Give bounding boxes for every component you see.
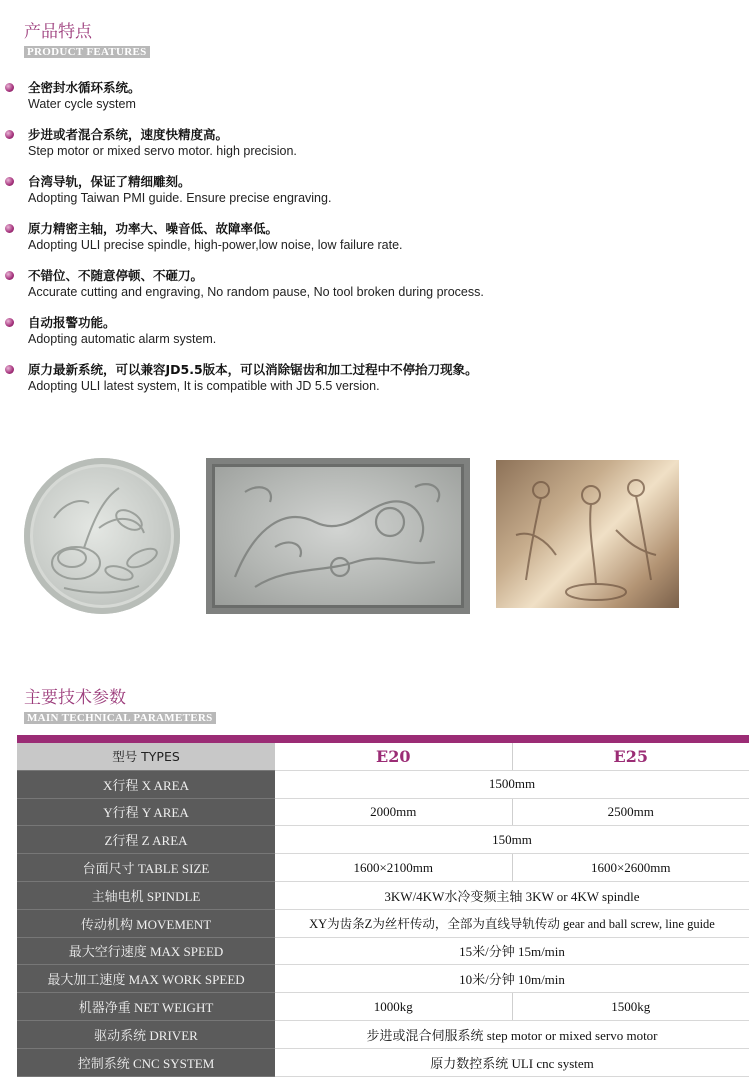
parameters-title-en: MAIN TECHNICAL PARAMETERS [24,712,216,724]
dragon-relief-drawing [215,467,461,605]
dragon-relief-image [206,458,470,614]
table-size-label: 台面尺寸 TABLE SIZE [17,854,275,882]
x-area-label: X行程 X AREA [17,770,275,798]
net-weight-e20: 1000kg [275,993,512,1021]
parameters-heading [24,688,216,726]
table-row [17,1048,749,1076]
feature-en: Adopting automatic alarm system. [28,332,217,346]
features-title-en: PRODUCT FEATURES [24,46,150,58]
lotus-relief-drawing [24,458,180,614]
table-row [17,881,749,909]
y-area-e20: 2000mm [275,798,512,826]
bullet-icon [5,318,14,327]
bullet-icon [5,130,14,139]
table-top-bar [17,735,749,743]
x-area-value: 1500mm [275,770,749,798]
feature-en: Adopting ULI precise spindle, high-power,low noise, low failure rate. [28,238,403,252]
table-row [17,965,749,993]
movement-label: 传动机构 MOVEMENT [17,909,275,937]
z-area-label: Z行程 Z AREA [17,826,275,854]
table-row [17,770,749,798]
feature-cn: 不错位、不随意停顿、不砸刀。 [28,268,204,283]
max-work-speed-label: 最大加工速度 MAX WORK SPEED [17,965,275,993]
table-row [17,798,749,826]
table-row [17,743,749,770]
figures-relief-drawing [496,460,679,608]
max-work-speed-value: 10米/分钟 10m/min [275,965,749,993]
y-area-label: Y行程 Y AREA [17,798,275,826]
feature-cn: 自动报警功能。 [28,315,116,330]
table-row [17,826,749,854]
feature-en: Step motor or mixed servo motor. high precision. [28,144,297,158]
parameters-table [17,735,749,1077]
cnc-system-value: 原力数控系统 ULI cnc system [275,1048,749,1076]
max-speed-label: 最大空行速度 MAX SPEED [17,937,275,965]
bullet-icon [5,365,14,374]
driver-label: 驱动系统 DRIVER [17,1020,275,1048]
bullet-icon [5,271,14,280]
types-label: 型号 TYPES [17,743,275,770]
driver-value: 步进或混合伺服系统 step motor or mixed servo motor [275,1020,749,1048]
dragon-relief-panel [212,464,464,608]
table-row [17,993,749,1021]
table-row [17,854,749,882]
spindle-value: 3KW/4KW水冷变频主轴 3KW or 4KW spindle [275,881,749,909]
bullet-icon [5,177,14,186]
feature-cn: 原力最新系统，可以兼容JD5.5版本，可以消除锯齿和加工过程中不停抬刀现象。 [28,362,478,377]
table-row [17,909,749,937]
figures-relief-image [496,460,679,608]
table-size-e20: 1600×2100mm [275,854,512,882]
feature-cn: 步进或者混合系统，速度快精度高。 [28,127,229,142]
feature-en: Adopting ULI latest system, It is compatible with JD 5.5 version. [28,379,380,393]
spec-table [17,743,749,1077]
cnc-system-label: 控制系统 CNC SYSTEM [17,1048,275,1076]
net-weight-e25: 1500kg [512,993,749,1021]
max-speed-value: 15米/分钟 15m/min [275,937,749,965]
table-row [17,937,749,965]
feature-cn: 台湾导轨，保证了精细雕刻。 [28,174,191,189]
features-title-cn: 产品特点 [24,22,92,42]
model-e20: E20 [275,743,512,770]
feature-cn: 原力精密主轴，功率大、噪音低、故障率低。 [28,221,279,236]
spindle-label: 主轴电机 SPINDLE [17,881,275,909]
y-area-e25: 2500mm [512,798,749,826]
feature-en: Accurate cutting and engraving, No random pause, No tool broken during process. [28,285,484,299]
feature-en: Adopting Taiwan PMI guide. Ensure precise engraving. [28,191,332,205]
lotus-fish-relief-image [24,458,180,614]
feature-cn: 全密封水循环系统。 [28,80,141,95]
features-heading [24,22,150,60]
parameters-title-cn: 主要技术参数 [24,688,126,708]
net-weight-label: 机器净重 NET WEIGHT [17,993,275,1021]
z-area-value: 150mm [275,826,749,854]
table-row [17,1020,749,1048]
model-e25: E25 [512,743,749,770]
movement-value: XY为齿条Z为丝杆传动，全部为直线导轨传动 gear and ball screw, line guide [275,909,749,937]
table-size-e25: 1600×2600mm [512,854,749,882]
bullet-icon [5,224,14,233]
feature-en: Water cycle system [28,97,136,111]
bullet-icon [5,83,14,92]
